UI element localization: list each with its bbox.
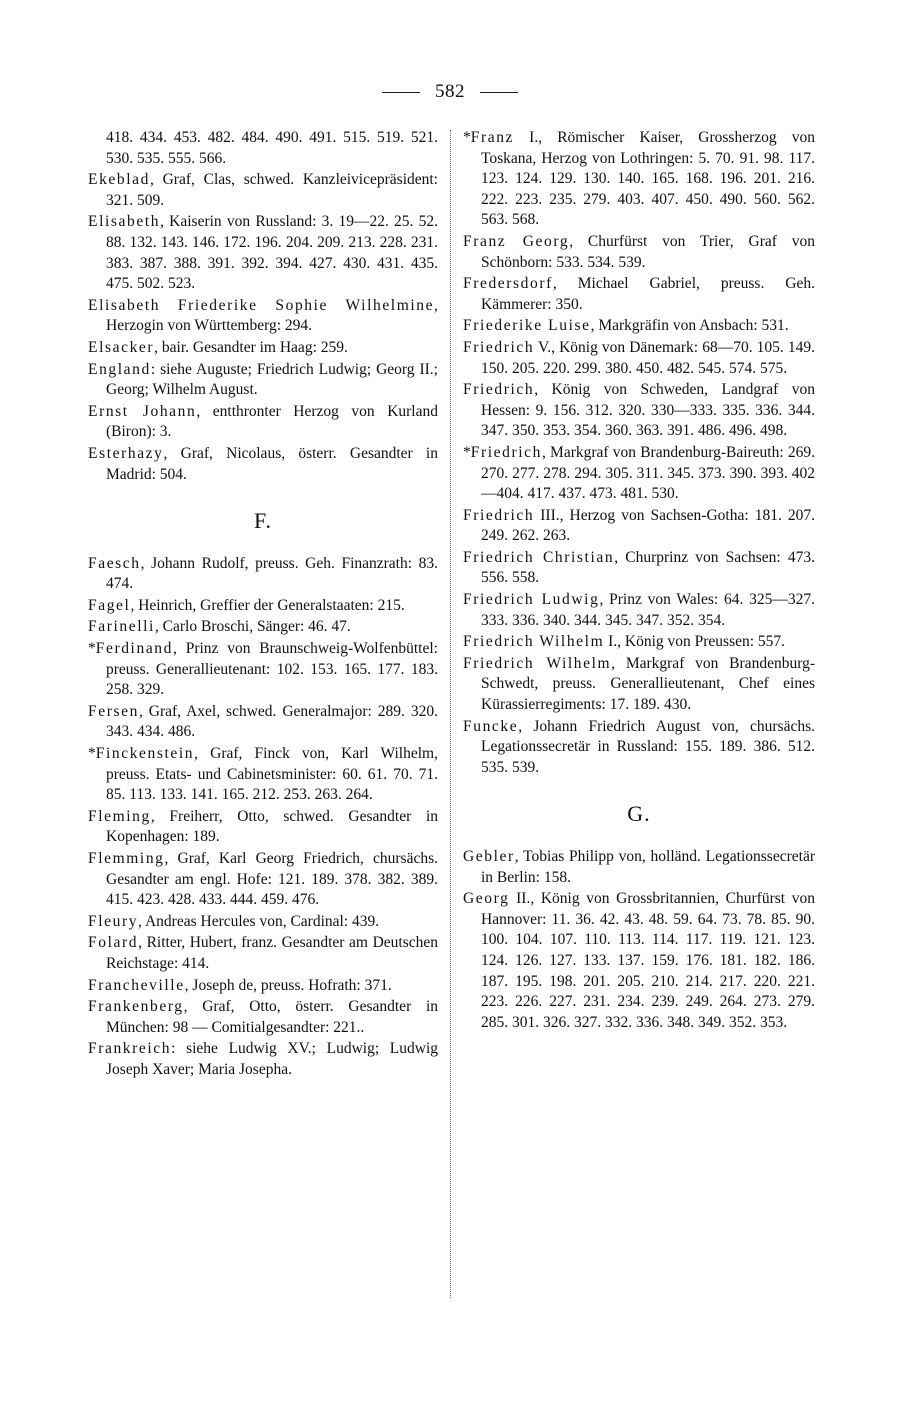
entry-details: , Churfürst von Trier, Graf von Schönborn: 533. 534. 539. xyxy=(481,232,815,271)
index-entry xyxy=(88,912,438,933)
entry-details: , Graf, Otto, österr. Gesandter in München: 98 — Comitialgesandter: 221.. xyxy=(106,998,438,1036)
asterisk-marker: * xyxy=(463,443,471,461)
entry-details: , Freiherr, Otto, schwed. Gesandter in Kopenhagen: 189. xyxy=(106,807,438,846)
entry-name: Finckenstein xyxy=(95,745,195,763)
entry-name: Fersen xyxy=(88,702,139,720)
header-dash-right xyxy=(480,92,518,93)
index-entry xyxy=(88,170,438,211)
index-entry-continuation: 418. 434. 453. 482. 484. 490. 491. 515. 519. 521. 530. 535. 555. 566. xyxy=(106,129,438,167)
entry-name: Franz xyxy=(470,129,515,146)
entry-name: Esterhazy xyxy=(88,444,164,462)
entry-details: , Graf, Nicolaus, österr. Gesandter in Madrid: 504. xyxy=(106,444,438,483)
entry-details: , Graf, Karl Georg Friedrich, chursächs. Gesandter am engl. Hofe: 121. 189. 378. 382. 389. 415. 423. 428. 433. 444. 459. 476. xyxy=(106,850,438,909)
entry-name: Friederike Luise xyxy=(463,317,591,335)
index-entry xyxy=(88,849,438,911)
section-letter: F. xyxy=(254,508,272,534)
entry-name: Friedrich Wilhelm xyxy=(463,633,605,651)
entry-name: Farinelli xyxy=(88,618,155,636)
index-entry xyxy=(463,847,815,888)
entry-name: Elsacker xyxy=(88,338,155,356)
right-column xyxy=(463,128,815,1034)
entry-details: , Markgraf von Brandenburg-Baireuth: 269. 270. 277. 278. 294. 305. 311. 345. 373. 390. 393. 402—404. 417. 437. 473. 481. 530. xyxy=(481,443,815,503)
entry-details: , Prinz von Braunschweig-Wolfenbüttel: preuss. Generallieutenant: 102. 153. 165. 177. 183. 258. 329. xyxy=(106,640,438,699)
entry-name: Friedrich xyxy=(463,381,535,399)
entry-details: , Graf, Finck von, Karl Wilhelm, preuss. Etats- und Cabinetsminister: 60. 61. 70. 71. 85. 113. 133. 141. 165. 212. 253. 263. 264. xyxy=(106,745,438,804)
entry-details: , König von Schweden, Landgraf von Hessen: 9. 156. 312. 320. 330—333. 335. 336. 344. 347. 350. 353. 354. 360. 363. 391. 486. 496. 498. xyxy=(481,381,815,440)
index-entry xyxy=(88,212,438,294)
index-entry xyxy=(463,506,815,547)
entry-name: Friedrich xyxy=(463,506,535,524)
index-entry xyxy=(463,654,815,716)
entry-details: , Michael Gabriel, preuss. Geh. Kämmerer: 350. xyxy=(481,275,815,313)
entry-details: , Kaiserin von Russland: 3. 19—22. 25. 52. 88. 132. 143. 146. 172. 196. 204. 209. 213. 228. 231. 383. 387. 388. 391. 392. 394. 427. 430. 431. 435. 475. 502. 523. xyxy=(106,213,438,293)
entry-details: I., König von Preussen: 557. xyxy=(604,633,786,651)
entry-name: Elisabeth Friederike Sophie Wilhelmine xyxy=(88,296,435,314)
entry-name: Fleming xyxy=(88,807,151,825)
index-entry xyxy=(463,232,815,273)
page-header xyxy=(0,82,900,103)
entry-details: , Andreas Hercules von, Cardinal: 439. xyxy=(138,912,380,930)
index-entry xyxy=(463,889,815,1033)
asterisk-marker: * xyxy=(88,640,96,658)
index-entry xyxy=(463,128,815,231)
index-entry xyxy=(463,717,815,779)
entry-details: , Herzogin von Württemberg: 294. xyxy=(106,296,438,335)
index-entry xyxy=(88,338,438,359)
entry-details: , entthronter Herzog von Kurland (Biron): 3. xyxy=(106,402,438,441)
entry-name: Frankreich xyxy=(88,1040,172,1058)
entry-name: Faesch xyxy=(88,554,141,572)
entry-name: Flemming xyxy=(88,850,165,867)
entry-name: Folard xyxy=(88,934,139,952)
left-column xyxy=(88,128,438,1082)
entry-name: Friedrich Ludwig xyxy=(463,591,600,609)
column-divider xyxy=(450,130,451,1298)
entry-name: Ernst Johann xyxy=(88,402,197,420)
entry-name: Francheville xyxy=(88,976,185,994)
entry-name: Georg xyxy=(463,890,510,908)
index-entry xyxy=(463,632,815,653)
entry-name: Gebler xyxy=(463,848,515,865)
entry-name: Fleury xyxy=(88,912,139,930)
entry-details: , Heinrich, Greffier der Generalstaaten: 215. xyxy=(130,596,405,614)
entry-name: Friedrich Wilhelm xyxy=(463,654,612,672)
index-entry xyxy=(463,316,815,337)
index-entry xyxy=(88,444,438,485)
index-entry xyxy=(88,933,438,974)
index-entry xyxy=(88,639,438,701)
entry-details: , Markgraf von Brandenburg-Schwedt, preuss. Generallieutenant, Chef eines Kürassierregiments: 17. 189. 430. xyxy=(481,654,815,714)
index-entry xyxy=(463,443,815,505)
index-entry xyxy=(88,617,438,638)
entry-details: , Johann Friedrich August von, chursächs. Legationssecretär in Russland: 155. 189. 386. 512. 535. 539. xyxy=(481,717,815,776)
entry-details: , bair. Gesandter im Haag: 259. xyxy=(154,338,348,356)
section-letter: G. xyxy=(627,801,651,827)
index-entry xyxy=(88,596,438,617)
entry-details: , Tobias Philipp von, holländ. Legationssecretär in Berlin: 158. xyxy=(481,848,815,886)
header-dash-left xyxy=(382,92,420,93)
entry-details: , Joseph de, preuss. Hofrath: 371. xyxy=(184,976,392,994)
entry-details: , Johann Rudolf, preuss. Geh. Finanzrath: 83. 474. xyxy=(106,554,438,593)
index-entry xyxy=(88,1039,438,1080)
entry-details: I., Römischer Kaiser, Grossherzog von Toskana, Herzog von Lothringen: 5. 70. 91. 98. 117. 123. 124. 129. 130. 140. 165. 168. 196. 201. 216. 222. 223. 235. 279. 403. 407. 450. 490. 560. 562. 563. 568. xyxy=(481,129,815,229)
entry-details: , Markgräfin von Ansbach: 531. xyxy=(590,317,789,335)
entry-details: , Prinz von Wales: 64. 325—327. 333. 336. 340. 344. 345. 347. 352. 354. xyxy=(481,591,816,629)
entry-name: Elisabeth xyxy=(88,213,161,231)
entry-details: , Graf, Axel, schwed. Generalmajor: 289. 320. 343. 434. 486. xyxy=(106,702,438,741)
index-entry xyxy=(463,590,815,631)
index-entry xyxy=(88,744,438,806)
entry-details: , Churprinz von Sachsen: 473. 556. 558. xyxy=(481,548,815,587)
index-entry xyxy=(88,976,438,997)
entry-name: Franz Georg xyxy=(463,232,570,250)
index-entry xyxy=(463,380,815,442)
index-entry xyxy=(88,296,438,337)
asterisk-marker: * xyxy=(463,129,471,146)
entry-name: England xyxy=(88,360,151,378)
entry-name: Friedrich xyxy=(463,338,535,356)
index-entry xyxy=(463,548,815,589)
index-entry xyxy=(463,338,815,379)
entry-name: Friedrich xyxy=(470,443,542,461)
asterisk-marker: * xyxy=(88,745,96,763)
entry-details: III., Herzog von Sachsen-Gotha: 181. 207. 249. 262. 263. xyxy=(481,506,815,545)
index-entry xyxy=(88,702,438,743)
entry-details: II., König von Grossbritannien, Churfürst von Hannover: 11. 36. 42. 43. 48. 59. 64. 73. 78. 85. 90. 100. 104. 107. 110. 113. 114. 117. 119. 121. 123. 124. 126. 127. 133. 137. 159. 176. 181. 182. 186. 187. 195. 198. 201. 205. 210. 214. 217. 220. 221. 223. 226. 227. 231. 234. 239. 249. 264. 273. 279. 285. 301. 326. 327. 332. 336. 348. 349. 352. 353. xyxy=(481,890,815,1031)
entry-name: Frankenberg xyxy=(88,998,184,1016)
entry-name: Ekeblad xyxy=(88,171,150,189)
entry-details: : siehe Auguste; Friedrich Ludwig; Georg II.; Georg; Wilhelm August. xyxy=(106,360,438,399)
index-entry xyxy=(88,997,438,1038)
index-entry xyxy=(88,807,438,848)
index-entry xyxy=(88,402,438,443)
entry-name: Fredersdorf xyxy=(463,275,553,293)
entry-details: , Ritter, Hubert, franz. Gesandter am Deutschen Reichstage: 414. xyxy=(106,934,438,972)
entry-details: , Graf, Clas, schwed. Kanzleivicepräsident: 321. 509. xyxy=(106,171,438,209)
entry-name: Ferdinand xyxy=(95,640,173,658)
entry-name: Funcke xyxy=(463,717,519,735)
index-entry xyxy=(88,360,438,401)
page-number: 582 xyxy=(435,81,465,102)
entry-name: Friedrich Christian xyxy=(463,548,615,566)
entry-details: , Carlo Broschi, Sänger: 46. 47. xyxy=(154,618,351,636)
index-entry xyxy=(88,554,438,595)
index-entry xyxy=(463,274,815,315)
entry-name: Fagel xyxy=(88,596,131,614)
entry-details: : siehe Ludwig XV.; Ludwig; Ludwig Joseph Xaver; Maria Josepha. xyxy=(106,1040,438,1078)
entry-details: V., König von Dänemark: 68—70. 105. 149. 150. 205. 220. 299. 380. 450. 482. 545. 574. 575. xyxy=(481,338,815,377)
